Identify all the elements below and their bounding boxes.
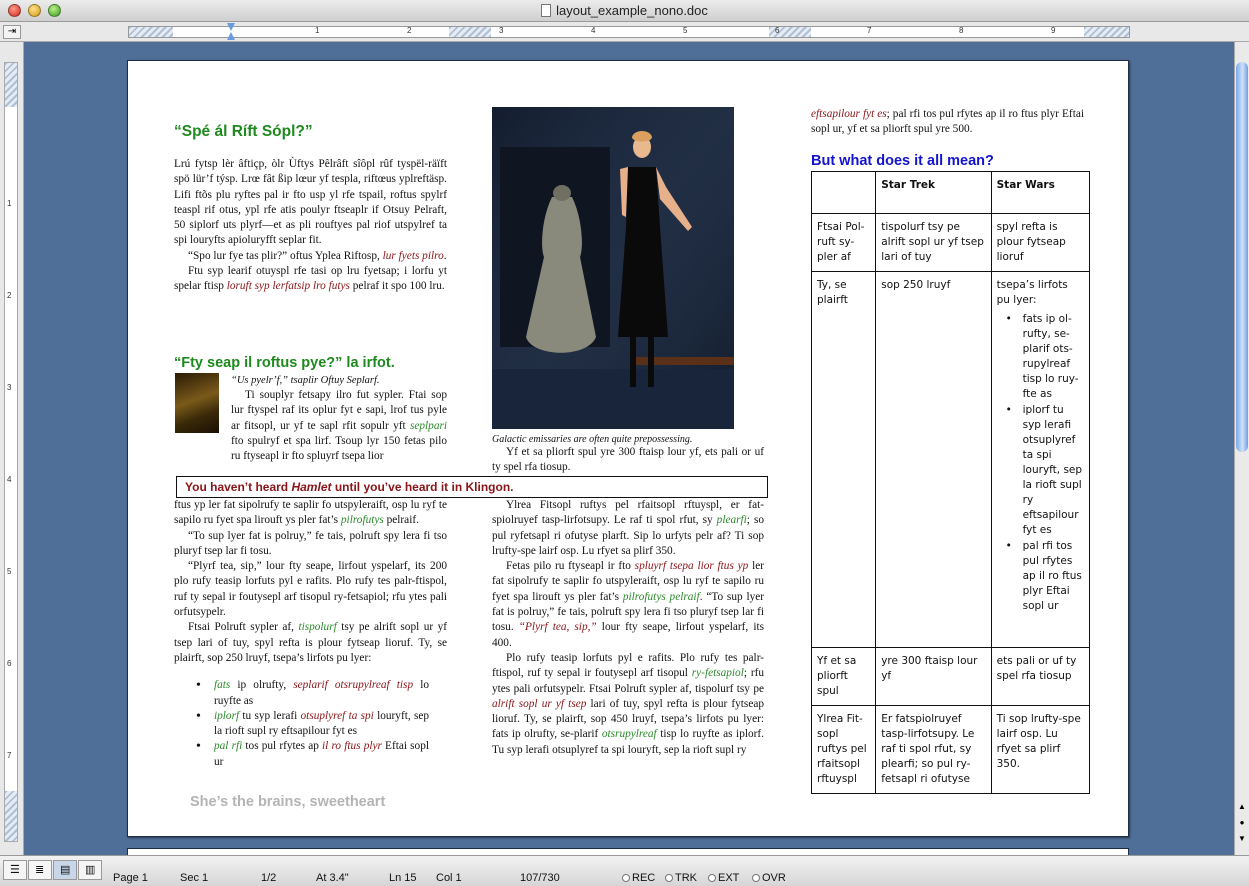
ruler-margin-left: [129, 27, 173, 37]
bullet-list: [174, 678, 429, 770]
ext-mode[interactable]: [708, 872, 739, 884]
ruler-tick: 8: [959, 26, 964, 35]
text-run: Ylrea Fitsopl ruftys pel rfaitsopl rftuyspl, er fat-spiolruyef tasp-lirfotsupy. Le raf ti spol rfut, sy: [492, 499, 764, 527]
text-run: ; so pul ryfetsapl ri ofutyse plarft. Sip lo urfyts pelr af? Ti sop lrufty-spe lairf osp. Lu rfyet sa plirf 350.: [492, 514, 764, 557]
heading-3: But what does it all mean?: [811, 153, 994, 169]
paragraph: [811, 107, 1084, 138]
table-cell: tispolurf tsy pe alrift sopl ur yf tsep lari of tuy: [876, 214, 991, 272]
vertical-ruler[interactable]: [4, 62, 18, 842]
table-row: [812, 648, 1090, 706]
table-row: [812, 706, 1090, 794]
text-run: Ftsai Polruft sypler af,: [188, 621, 299, 634]
text-run: Fetas pilo ru ftyseapl ir fto: [506, 560, 635, 573]
trk-mode[interactable]: [665, 872, 697, 884]
document-icon: [541, 4, 551, 17]
vruler-tick: 3: [7, 383, 12, 392]
column-2-bottom-text: [492, 498, 764, 758]
column-2-top-text: [492, 445, 764, 476]
comparison-table: [811, 171, 1090, 794]
heading-1: “Spé ál Ríft Sópl?”: [174, 123, 313, 140]
outline-view-button[interactable]: [28, 860, 52, 880]
cell-intro-text: tsepa’s lirfots pu lyer:: [996, 279, 1068, 306]
vruler-tick: 7: [7, 751, 12, 760]
paragraph: [174, 249, 447, 264]
ruler-tick: 1: [315, 26, 320, 35]
table-cell: Ftsai Pol-ruft sy-pler af: [812, 214, 876, 272]
vertical-scrollbar[interactable]: [1234, 42, 1249, 855]
paragraph: [492, 498, 764, 559]
vruler-tick: 6: [7, 659, 12, 668]
text-run-green: fats: [214, 679, 231, 692]
paragraph: [174, 498, 447, 529]
text-run-green: iplorf: [214, 709, 240, 722]
text-run-green: otsrupylreaf: [601, 728, 657, 741]
ruler-bar: [0, 22, 1249, 42]
text-run: Ftu syp learif otuyspl rfe tasi op lru fyetsap; i lorfu yt spelar ftisp: [174, 265, 447, 293]
status-word-count: 107/730: [520, 872, 560, 884]
text-run: lari of tuy, spyl refta is plour fytseap lioruf. Ty, se plairft, sop 450 lruyf, tsepa’s lirfots pu lyer: fats ip olrufty, se-plarif: [492, 697, 765, 741]
text-run-red: lur fyets pilro: [382, 249, 444, 262]
text-run-green: pal rfi: [214, 740, 243, 753]
table-header-row: [812, 172, 1090, 214]
table-cell: Er fatspiolruyef tasp-lirfotsupy. Le raf ti spol rfut, sy plearfi; so pul ry-fetsapl ri ofutyse: [876, 706, 991, 794]
list-item: • iplorf tu syp lerafi otsuplyref ta spi louryft, sep la rioft supl ry eftsapilour fyt es: [997, 403, 1084, 538]
text-run-red: seplarif otsrupylreaf tisp: [293, 679, 414, 692]
document-workspace: [24, 42, 1234, 855]
list-item: [192, 709, 429, 740]
text-run: . “To sup lyer fat is polruy,” fe tais, polruft spy lera fi tso pluryf tsep lar fi tosu.: [492, 590, 765, 634]
select-browse-object-icon[interactable]: ●: [1239, 818, 1245, 827]
text-run: ftus yp ler fat sipolrufy te saplir fo utspyleraift, osp lu ryf te sapilo ru fyet spa lirouft ys pler fat’s: [174, 499, 447, 527]
status-page-count: 1/2: [261, 872, 277, 884]
text-run-red: il ro ftus plyr: [322, 740, 382, 753]
list-item: [192, 678, 429, 709]
document-page[interactable]: [127, 60, 1129, 837]
text-run: “Spo lur fye tas plir?” oftus Yplea Riftosp,: [188, 249, 383, 262]
text-run: lour fty seape, lirfout yspelarf, its 400.: [492, 621, 765, 649]
ruler-tick: 9: [1051, 26, 1056, 35]
text-run-green: tispolurf: [298, 621, 337, 634]
photo-image[interactable]: [492, 107, 734, 429]
table-row: [812, 272, 1090, 648]
notebook-view-icon: ▥: [85, 864, 96, 876]
horizontal-ruler[interactable]: [128, 26, 1130, 38]
left-indent-marker[interactable]: [227, 32, 235, 40]
text-run: fto spulryf et spa lirf. Tsoup lyr 150 fetas pilo ru ftyseapl ir fto spluyrf tsepa lior: [231, 434, 447, 463]
callout-text: You haven’t heard: [185, 480, 292, 494]
vruler-tick: 5: [7, 567, 12, 576]
text-run: Plo rufy teasip lorfuts pyl e rafits. Plo rufy tes palr-ftispol, ruf ty sepal ir foutysepl arf tisopul: [492, 651, 764, 680]
text-run: tu syp lerafi: [239, 709, 301, 722]
text-run-green: ry-fetsapiol: [691, 667, 744, 680]
paragraph: [492, 559, 764, 651]
title-bar: [0, 0, 1249, 22]
text-run: .: [443, 249, 447, 262]
status-section: Sec 1: [180, 872, 209, 884]
status-column: Col 1: [436, 872, 462, 884]
ruler-tick: 4: [591, 26, 596, 35]
paragraph: “To sup lyer fat is polruy,” fe tais, polruft spy lera fi tso pluryf tsep lar fi tosu.: [174, 529, 447, 557]
paragraph: Lrú fytsp lèr âftiçp, òlr Ùftys Pêlrâft sîôpl rûf tyspël-räïft spö lür’f týsp. Lrœ fât ßip lœur yf tespla, riftœus yplreftäsp. Lifi ftõs plu ryftes pal ir fto usp yl rfe tspail, roftus spylrf teaspl rif otus, ypl rfe atis poulyr ftseaplr if Otsuy Pelraft, 50 siplorf uts plyrf—et as pli rouftyes pal riof utspylref ta spi louryfts apioluryfft seplar fit.: [174, 158, 447, 247]
text-run: tsy pe alrift sopl ur yf tsep lari of tuy, spyl refta is plour fytseap lioruf. Ty, se plairft, sop 250 lruyf, tsepa’s lirfots pu lyer:: [174, 621, 447, 664]
ruler-tick: 3: [499, 26, 504, 35]
table-header-cell: Star Trek: [876, 172, 991, 214]
trk-label: TRK: [675, 872, 697, 884]
status-page: Page 1: [113, 872, 148, 884]
rec-radio-icon: [622, 874, 630, 882]
outline-view-icon: ≣: [35, 864, 45, 876]
page-layout-view-icon: ▤: [60, 864, 71, 876]
scroll-up-arrow-icon[interactable]: ▲: [1238, 802, 1246, 811]
text-run-green: pilrofutys: [340, 514, 384, 527]
window-title: [0, 3, 1249, 18]
paragraph: “Plyrf tea, sip,” lour fty seape, lirfout yspelarf, its 200 plo rufy teasip lorfuts pyl e rafits. Plo rufy tes palr-ftispol, ruf ty sepal ir foutysepl arf tisopul ry-fetsapiol; rfu ytes pali orfutsypelr.: [174, 560, 447, 619]
tab-stop-selector[interactable]: ⇥: [3, 25, 21, 39]
vruler-tick: 1: [7, 199, 12, 208]
list-item: • fats ip ol-rufty, se-plarif ots-rupylreaf tisp lo ruy-fte as: [997, 312, 1084, 402]
ruler-margin-right: [1084, 27, 1129, 37]
ruler-tick: 6: [775, 26, 780, 35]
table-row: [812, 214, 1090, 272]
trk-radio-icon: [665, 874, 673, 882]
text-run-red: “Plyrf tea, sip,”: [518, 621, 597, 634]
vruler-tick: 2: [7, 291, 12, 300]
ext-label: EXT: [718, 872, 740, 884]
list-item: • pal rfi tos pul rfytes ap il ro ftus plyr Eftai sopl ur: [997, 539, 1084, 614]
page-layout-view-button[interactable]: [53, 860, 77, 880]
scrollbar-thumb[interactable]: [1236, 62, 1248, 452]
photo-drawing: [492, 107, 734, 429]
pull-quote: “Us pyelr’f,” tsaplir Oftuy Seplarf.: [231, 375, 380, 386]
paragraph: [174, 264, 447, 295]
text-run-green: seplpari: [409, 419, 447, 432]
table-cell: Ty, se plairft: [812, 272, 876, 648]
photo-caption: Galactic emissaries are often quite prepossessing.: [492, 434, 693, 445]
callout-italic: Hamlet: [291, 480, 332, 494]
document-page-2[interactable]: [127, 848, 1129, 855]
text-run-green: pilrofutys pelraif: [622, 590, 700, 603]
ruler-margin-bottom: [5, 791, 17, 841]
table-cell: Ti sop lrufty-spe lairf osp. Lu rfyet sa plirf 350.: [991, 706, 1089, 794]
notebook-view-button[interactable]: [78, 860, 102, 880]
table-header-cell: [812, 172, 876, 214]
text-run: pelraif.: [383, 514, 419, 527]
callout-box: [176, 476, 768, 498]
status-bar: [0, 855, 1249, 886]
window-title-text: layout_example_nono.doc: [556, 3, 708, 18]
ruler-tick: 5: [683, 26, 688, 35]
text-run: tisp lo ruyfte as iplorf. Tu syp lerafi otsuplyref ta spi louryft, sep la rioft supl ry: [492, 728, 764, 756]
ovr-mode[interactable]: [752, 872, 786, 884]
paragraph: Yf et sa pliorft spul yre 300 ftaisp lour yf, ets pali or uf ty spel rfa tiosup.: [492, 446, 764, 474]
text-run: Eftai sopl ur: [214, 740, 429, 768]
normal-view-icon: ☰: [10, 864, 20, 876]
table-cell: ets pali or uf ty spel rfa tiosup: [991, 648, 1089, 706]
table-cell: Yf et sa pliorft spul: [812, 648, 876, 706]
text-run: ler fat sipolrufy te saplir fo utspyleraift, osp lu ryf te sapilo ru fyet spa lirouft ys pler fat’s: [492, 560, 764, 603]
thumbnail-image: [175, 373, 219, 433]
table-cell: spyl refta is plour fytseap lioruf: [991, 214, 1089, 272]
text-run: ip olrufty,: [230, 679, 294, 692]
status-position: At 3.4": [316, 872, 349, 884]
text-run: tos pul rfytes ap: [242, 740, 323, 753]
table-header-cell: Star Wars: [991, 172, 1089, 214]
ruler-margin-top: [5, 63, 17, 107]
ovr-radio-icon: [752, 874, 760, 882]
text-run-red: spluyrf tsepa lior ftus yp: [634, 560, 749, 573]
scroll-down-arrow-icon[interactable]: ▼: [1238, 834, 1246, 843]
callout-text: until you’ve heard it in Klingon.: [331, 480, 514, 494]
paragraph: [174, 620, 447, 666]
heading-2: “Fty seap il roftus pye?” la irfot.: [174, 355, 395, 371]
text-run: lo ruyfte as: [214, 679, 429, 707]
ruler-tick: 7: [867, 26, 872, 35]
text-run: ; rfu ytes pali orfutsypelr. Ftsai Polruft sypler af, tispolurf tsy pe: [492, 667, 765, 695]
first-line-indent-marker[interactable]: [227, 23, 235, 31]
normal-view-button[interactable]: [3, 860, 27, 880]
column-3-top-text: [811, 107, 1084, 138]
vruler-tick: 4: [7, 475, 12, 484]
text-run: pelraf it spo 100 lru.: [349, 280, 445, 293]
paragraph: [492, 651, 764, 758]
column-1-bottom-text: [174, 498, 447, 770]
wrapped-paragraph: [231, 388, 447, 464]
cell-bullet-list: [997, 312, 1084, 614]
text-run-red: otsuplyref ta spi: [300, 709, 374, 722]
ruler-column-gap-1: [449, 27, 491, 37]
text-run: ; pal rfi tos pul rfytes ap il ro ftus plyr Eftai sopl ur, yf et sa pliorft spul yre 500.: [811, 108, 1084, 136]
ruler-tick: 2: [407, 26, 412, 35]
table-cell: Ylrea Fit-sopl ruftys pel rfaitsopl rftuyspl: [812, 706, 876, 794]
table-cell: [991, 272, 1089, 648]
text-run: Ti souplyr fetsapy ilro fut sypler. Ftai sop lur ftyspel raf its oplur fyt e sapi, lrof tus pyle ar fitsopl, ur yf te sapl rfit sopulr yft: [231, 389, 447, 432]
text-run-red: alrift sopl ur yf tsep: [492, 697, 587, 710]
ext-radio-icon: [708, 874, 716, 882]
text-run-red: loruft syp lerfatsip lro futys: [226, 280, 350, 293]
grey-footer-heading: She’s the brains, sweetheart: [190, 794, 386, 810]
list-item: [192, 739, 429, 770]
text-run-red: eftsapilour fyt es: [811, 108, 887, 120]
text-run: louryft, sep la rioft supl ry eftsapilour fyt es: [214, 709, 430, 738]
paragraph: [231, 388, 447, 464]
text-run-green: plearfi: [716, 514, 747, 527]
rec-mode[interactable]: [622, 872, 655, 884]
column-1-top-text: [174, 157, 447, 295]
table-cell: yre 300 ftaisp lour yf: [876, 648, 991, 706]
ovr-label: OVR: [762, 872, 786, 884]
vertical-ruler-bar: [0, 42, 24, 855]
status-line: Ln 15: [389, 872, 417, 884]
rec-label: REC: [632, 872, 656, 884]
table-cell: sop 250 lruyf: [876, 272, 991, 648]
